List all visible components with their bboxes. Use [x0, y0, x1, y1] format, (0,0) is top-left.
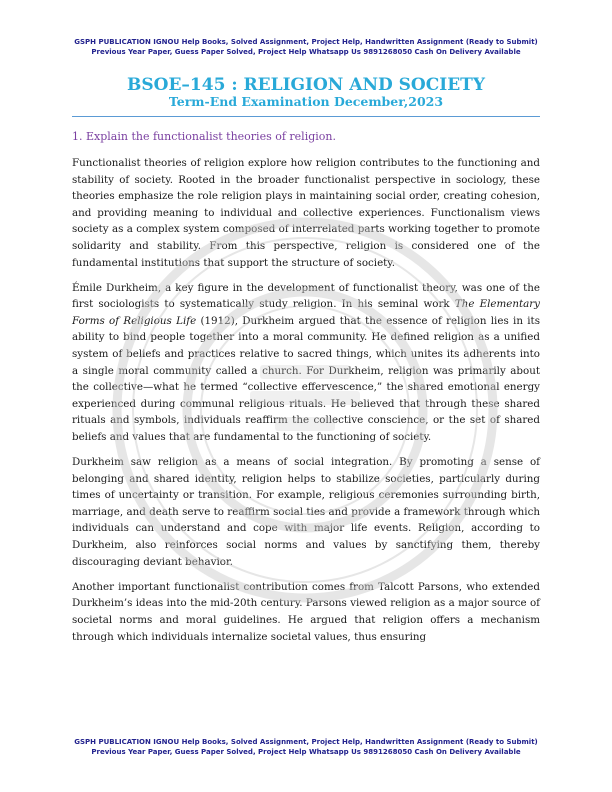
header-line-1: GSPH PUBLICATION IGNOU Help Books, Solved Assignment, Project Help, Handwritten Assignment (Ready to Submit) [74, 38, 538, 46]
page-footer [0, 737, 612, 757]
title-divider [72, 116, 540, 117]
paragraph-3: Durkheim saw religion as a means of social integration. By promoting a sense of belonging and shared identity, religion helps to stabilize societies, particularly during times of uncertainty or transition. For example, religious ceremonies surrounding birth, marriage, and death serve to reaffirm social ties and provide a framework through which individuals can understand and cope with major life events. Religion, according to Durkheim, also reinforces social norms and values by sanctifying them, thereby discouraging deviant behavior. [72, 456, 540, 568]
paragraph-1: Functionalist theories of religion explore how religion contributes to the functioning and stability of society. Rooted in the broader functionalist perspective in sociology, these theories emphasize the role religion plays in maintaining social order, creating cohesion, and providing meaning to individual and collective experiences. Functionalism views society as a complex system composed of interrelated parts working together to promote solidarity and stability. From this perspective, religion is considered one of the fundamental institutions that support the structure of society. [72, 157, 540, 269]
paragraph-4: Another important functionalist contribution comes from Talcott Parsons, who extended Durkheim’s ideas into the mid-20th century. Parsons viewed religion as a major source of societal norms and moral guidelines. He argued that religion offers a mechanism through which individuals internalize societal values, thus ensuring [72, 580, 540, 643]
paragraph-2 [72, 280, 540, 446]
paragraph-2-intro: Émile Durkheim, a key figure in the development of functionalist theory, was one of the first sociologists to systematically study religion. In his seminal work [72, 281, 540, 311]
header-line-2: Previous Year Paper, Guess Paper Solved, Project Help Whatsapp Us 9891268050 Cash On Delivery Available [91, 48, 521, 56]
footer-line-1: GSPH PUBLICATION IGNOU Help Books, Solved Assignment, Project Help, Handwritten Assignment (Ready to Submit) [74, 738, 538, 746]
document-title: BSOE–145 : RELIGION AND SOCIETY [127, 75, 485, 95]
page-header [0, 37, 612, 57]
question-heading: 1. Explain the functionalist theories of religion. [72, 130, 336, 143]
paragraph-2-rest: (1912), Durkheim argued that the essence of religion lies in its ability to bind people together into a moral community. He defined religion as a unified system of beliefs and practices relative to sacred things, which unites its adherents into a single moral community called a church. For Durkheim, religion was primarily about the collective—what he termed “collective effervescence,” the shared emotional energy experienced during communal religious rituals. He believed that through these shared rituals and symbols, individuals reaffirm the collective conscience, or the set of shared beliefs and values that are fundamental to the functioning of society. [72, 314, 540, 443]
book-title: The Elementary Forms of Religious Life [72, 298, 540, 327]
document-subtitle: Term-End Examination December,2023 [168, 94, 444, 109]
footer-line-2: Previous Year Paper, Guess Paper Solved, Project Help Whatsapp Us 9891268050 Cash On Delivery Available [91, 748, 521, 756]
answer-body [72, 155, 540, 654]
